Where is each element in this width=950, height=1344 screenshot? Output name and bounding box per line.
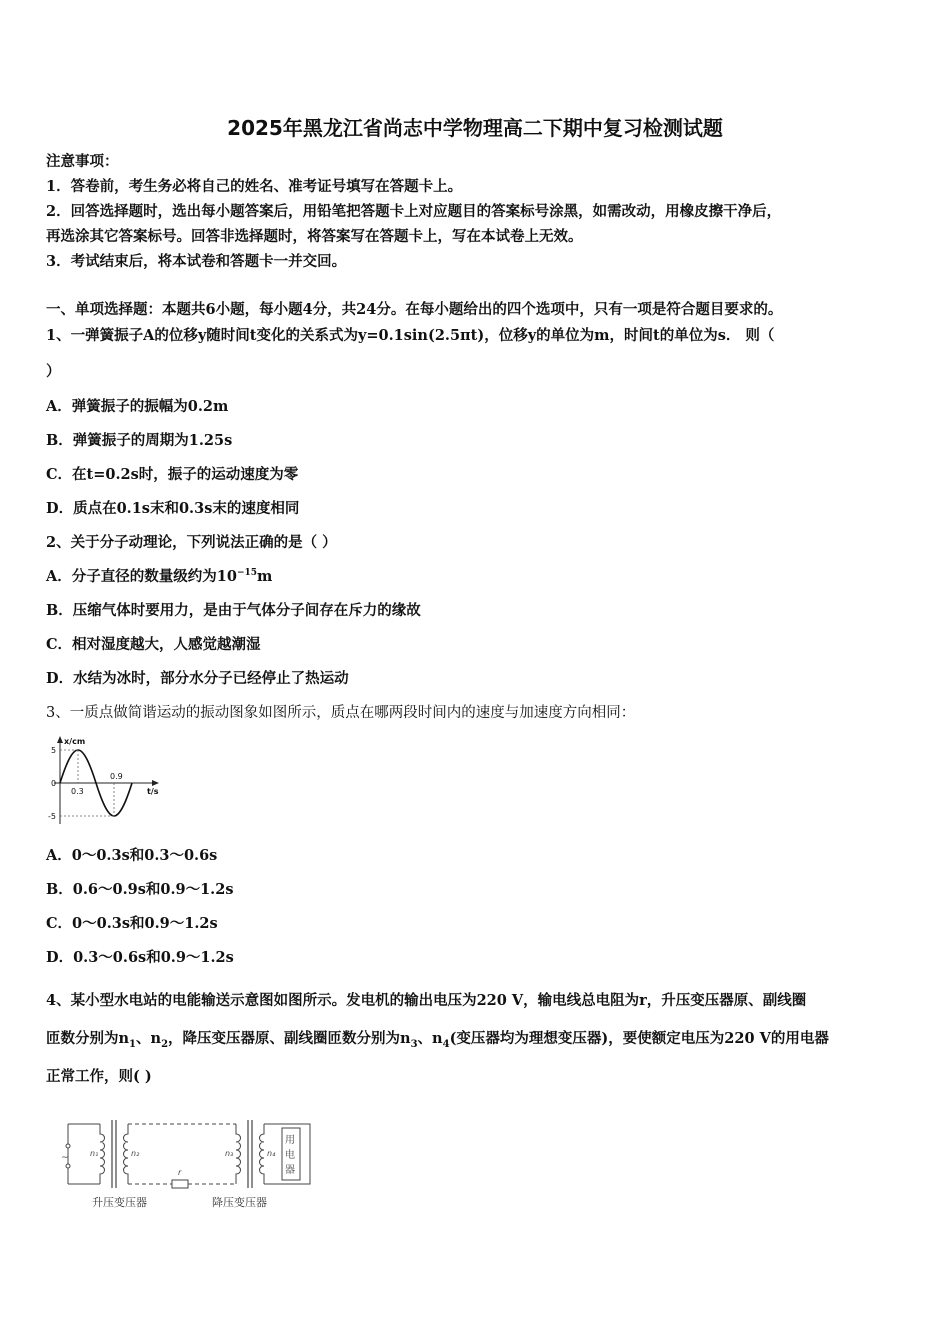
load-label-3: 器 — [285, 1165, 295, 1176]
graph-x-arrow — [152, 780, 159, 786]
q2-option-b: B．压缩气体时要用力，是由于气体分子间存在斥力的缘故 — [46, 602, 421, 619]
label-n2: n₂ — [131, 1149, 140, 1158]
q2-option-a — [46, 567, 272, 587]
q1-option-a: A．弹簧振子的振幅为0.2m — [46, 398, 229, 415]
notice-item-1: 1．答卷前，考生务必将自己的姓名、准考证号填写在答题卡上。 — [46, 178, 463, 195]
q4-text-b: 、n — [136, 1030, 162, 1047]
notice-item-2: 2．回答选择题时，选出每小题答案后，用铅笔把答题卡上对应题目的答案标号涂黑，如需改动，用橡皮擦干净后， — [46, 203, 782, 220]
notice-item-3: 3．考试结束后，将本试卷和答题卡一并交回。 — [46, 253, 347, 270]
vibration-graph — [46, 734, 166, 829]
q1-stem-end: ） — [46, 363, 61, 380]
graph-origin: 0 — [51, 779, 57, 788]
ac-source-label: ~ — [61, 1153, 69, 1163]
q4-text-e: (变压器均为理想变压器)，要使额定电压为220 V的用电器 — [449, 1030, 829, 1047]
section-heading: 一、单项选择题：本题共6小题，每小题4分，共24分。在每小题给出的四个选项中，只有一项是符合题目要求的。 — [46, 301, 783, 318]
q1-option-b: B．弹簧振子的周期为1.25s — [46, 432, 233, 449]
q2-option-a-unit: m — [257, 568, 273, 585]
q4-stem-line3: 正常工作，则( ) — [46, 1068, 152, 1085]
power-transmission-diagram — [60, 1114, 320, 1214]
q2-option-c: C．相对湿度越大，人感觉越潮湿 — [46, 636, 261, 653]
q4-sub-3: 3 — [410, 1038, 418, 1050]
q4-text-d: 、n — [417, 1030, 443, 1047]
load-label-1: 用 — [285, 1135, 295, 1146]
notice-item-2-cont: 再选涂其它答案标号。回答非选择题时，将答案写在答题卡上，写在本试卷上无效。 — [46, 228, 583, 245]
step-down-primary-coil — [236, 1124, 241, 1184]
q4-stem-line1: 4、某小型水电站的电能输送示意图如图所示。发电机的输出电压为220 V，输电线总电阻为r，升压变压器原、副线圈 — [46, 992, 807, 1009]
label-n3: n₃ — [225, 1149, 234, 1158]
q2-option-a-exponent: −15 — [236, 568, 258, 579]
generator-terminal-bottom — [66, 1164, 70, 1168]
caption-step-up: 升压变压器 — [92, 1196, 147, 1209]
q1-stem: 1、一弹簧振子A的位移y随时间t变化的关系式为y=0.1sin(2.5πt)，位移y的单位为m，时间t的单位为s． 则（ — [46, 327, 775, 344]
q4-text-a: 匝数分别为n — [46, 1030, 130, 1047]
q3-option-c: C．0～0.3s和0.9～1.2s — [46, 915, 218, 932]
label-r: r — [178, 1168, 182, 1177]
label-n1: n₁ — [90, 1149, 99, 1158]
q1-option-d: D．质点在0.1s末和0.3s末的速度相同 — [46, 500, 300, 517]
step-up-secondary-coil — [124, 1124, 129, 1184]
q4-text-c: ，降压变压器原、副线圈匝数分别为n — [168, 1030, 411, 1047]
q2-option-a-text: A．分子直径的数量级约为10 — [46, 568, 237, 585]
q3-stem: 3、一质点做简谐运动的振动图象如图所示，质点在哪两段时间内的速度与加速度方向相同： — [46, 705, 636, 721]
q2-stem: 2、关于分子动理论，下列说法正确的是（ ） — [46, 534, 337, 551]
graph-tick-t2: 0.9 — [110, 772, 123, 781]
q4-sub-2: 2 — [161, 1038, 169, 1050]
notice-heading: 注意事项： — [46, 153, 119, 170]
caption-step-down: 降压变压器 — [212, 1196, 267, 1209]
graph-y-arrow — [57, 736, 63, 743]
graph-tick-y-pos: 5 — [51, 746, 57, 755]
q3-option-a: A．0～0.3s和0.3～0.6s — [46, 847, 218, 864]
q4-sub-4: 4 — [442, 1038, 450, 1050]
step-up-primary-coil — [100, 1124, 105, 1184]
graph-xlabel: t/s — [147, 787, 159, 796]
graph-ylabel: x/cm — [64, 737, 86, 746]
label-n4: n₄ — [267, 1149, 276, 1158]
graph-tick-y-neg: -5 — [48, 812, 56, 821]
q3-option-b: B．0.6～0.9s和0.9～1.2s — [46, 881, 234, 898]
line-resistor — [172, 1180, 188, 1188]
step-down-secondary-coil — [260, 1124, 265, 1184]
q2-option-d: D．水结为冰时，部分水分子已经停止了热运动 — [46, 670, 349, 687]
load-label-2: 电 — [285, 1150, 295, 1161]
q1-option-c: C．在t=0.2s时，振子的运动速度为零 — [46, 466, 299, 483]
page-title: 2025年黑龙江省尚志中学物理高二下期中复习检测试题 — [227, 116, 723, 140]
q3-option-d: D．0.3～0.6s和0.9～1.2s — [46, 949, 234, 966]
q4-sub-1: 1 — [129, 1038, 137, 1050]
q4-stem-line2 — [46, 1029, 829, 1049]
graph-tick-t1: 0.3 — [71, 787, 84, 796]
generator-terminal-top — [66, 1144, 70, 1148]
